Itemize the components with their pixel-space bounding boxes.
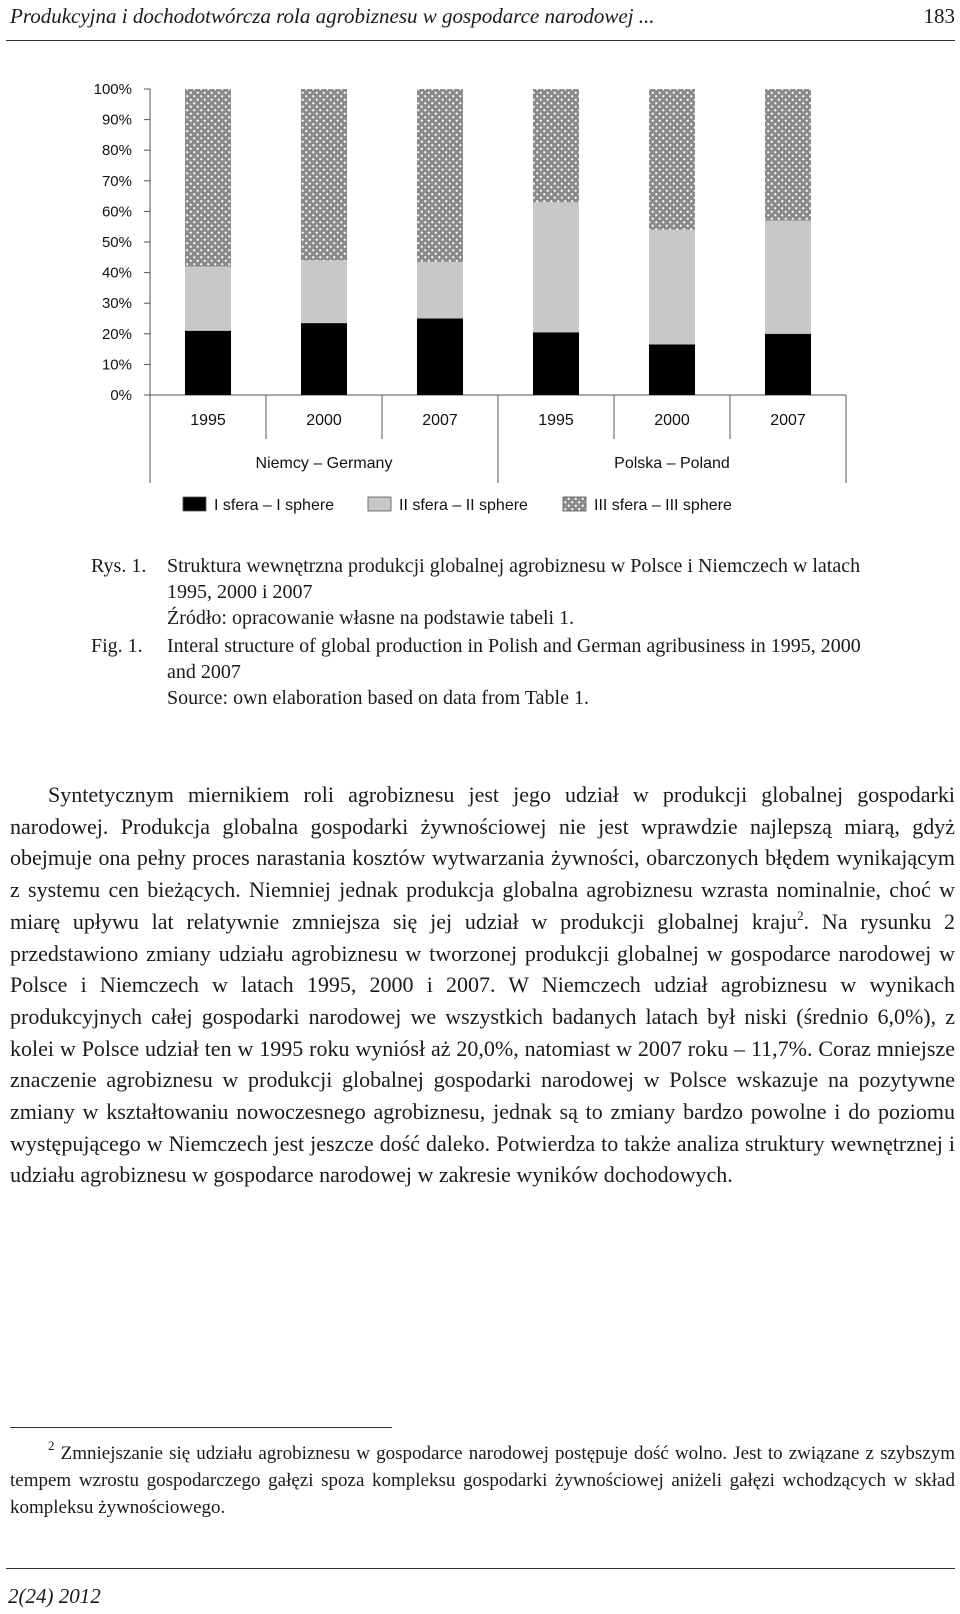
footnote-text: Zmniejszanie się udziału agrobiznesu w gospodarce narodowej postępuje dość wolno. Jest to związane z szybszym tempem wzrostu gospodarczego gałęzi spoza kompleksu gospodarki żywnościowej aniżeli gałęzi wchodzących w skład kompleksu żywnościowego. [10,1443,956,1518]
x-tick-label: 1995 [538,412,574,429]
y-tick-label: 30% [101,295,132,313]
main-paragraph [10,779,955,1191]
footer-rule [6,1568,955,1569]
bar-segment [417,319,463,396]
bar-segment [649,89,695,230]
caption-en-label: Fig. 1. [91,635,143,657]
stacked-bar-chart [0,70,960,530]
paragraph-part-2: . Na rysunku 2 przedstawiono zmiany udziału agrobiznesu w tworzonej produkcji globalnej w gospodarce narodowej w Polsce i Niemczech w latach 1995, 2000 i 2007. W Niemczech udział agrobiznesu w wynikach produkcyjnych całej gospodarki narodowej we wszystkich badanych latach był niski (średnio 6,0%), z kolei w Polsce udział ten w 1995 roku wyniósł aż 20,0%, natomiast w 2007 roku – 11,7%. Coraz mniejsze znaczenie agrobiznesu w produkcji globalnej gospodarki narodowej w Polsce wskazuje na pozytywne zmiany w kształtowaniu nowoczesnego agrobiznesu, jednak są to zmiany bardzo powolne i do poziomu występującego w Niemczech jest jeszcze dość daleko. Potwierdza to także analiza struktury wewnętrznej i udziału agrobiznesu w gospodarce narodowej w zakresie wyników dochodowych. [10,908,956,1188]
y-tick-label: 80% [101,142,132,160]
chart-x-axis [150,395,846,483]
x-group-label: Niemcy – Germany [255,455,393,472]
caption-polish [0,553,960,633]
footnote-paragraph [10,1440,955,1521]
footnote-number: 2 [48,1438,55,1453]
x-tick-label: 2000 [654,412,690,429]
footnote-rule [10,1427,392,1428]
bar-segment [649,345,695,395]
legend-label: III sfera – III sphere [594,497,732,514]
caption-pl-body [167,553,887,631]
bar-segment [301,260,347,323]
x-tick-label: 2007 [422,412,458,429]
legend-label: I sfera – I sphere [214,497,335,514]
bar-segment [533,202,579,332]
page-number: 183 [923,4,955,28]
caption-en-body [167,633,887,711]
legend-label: II sfera – II sphere [399,497,528,514]
header-rule [6,40,955,41]
footnote-reference[interactable]: 2 [797,907,804,923]
x-tick-label: 1995 [190,412,226,429]
x-tick-label: 2007 [770,412,806,429]
caption-pl-text: Struktura wewnętrzna produkcji globalnej agrobiznesu w Polsce i Niemczech w latach 1995, 2000 i 2007 [167,555,861,603]
running-title: Produkcyjna i dochodotwórcza rola agrobiznesu w gospodarce narodowej ... [10,4,655,28]
bar-segment [185,89,231,266]
chart-legend [183,497,732,514]
legend-swatch [368,497,391,511]
y-tick-label: 100% [93,81,132,98]
y-tick-label: 10% [101,356,132,374]
y-tick-label: 90% [101,111,132,129]
y-tick-label: 40% [101,264,132,282]
y-tick-label: 60% [101,203,132,221]
bar-segment [765,221,811,334]
caption-pl-label: Rys. 1. [91,555,147,577]
bar-segment [649,230,695,345]
chart-bars [185,89,811,395]
x-tick-label: 2000 [306,412,342,429]
caption-english [0,633,960,713]
bar-segment [417,89,463,262]
caption-pl-source: Źródło: opracowanie własne na podstawie tabeli 1. [167,607,575,629]
legend-swatch [563,497,586,511]
bar-segment [765,334,811,395]
x-group-label: Polska – Poland [614,455,730,472]
bar-segment [301,89,347,260]
y-tick-label: 20% [101,325,132,343]
bar-segment [765,89,811,221]
legend-swatch [183,497,206,511]
body-paragraph [10,779,955,1191]
bar-segment [533,332,579,395]
paragraph-part-1: Syntetycznym miernikiem roli agrobiznesu jest jego udział w produkcji globalnej gospodarki narodowej. Produkcja globalna gospodarki żywnościowej nie jest wprawdzie najlepszą miarą, gdyż obejmuje ona pełny proces narastania kosztów wytwarzania żywności, obarczonych błędem wynikającym z systemu cen bieżących. Niemniej jednak produkcja globalna agrobiznesu wzrasta nominalnie, choć w miarę upływu lat relatywnie zmniejsza się jej udział w produkcji globalnej kraju [10,782,955,934]
caption-en-text: Interal structure of global production in Polish and German agribusiness in 1995, 2000 and 2007 [167,635,861,683]
y-tick-label: 70% [101,172,132,190]
y-tick-label: 50% [101,234,132,251]
bar-segment [185,331,231,395]
bar-segment [417,262,463,319]
caption-en-source: Source: own elaboration based on data from Table 1. [167,687,589,709]
footnote [10,1440,955,1521]
running-header [10,2,955,40]
issue-number: 2(24) 2012 [8,1584,101,1608]
bar-segment [185,266,231,330]
bar-segment [533,89,579,202]
y-tick-label: 0% [110,387,132,404]
bar-segment [301,323,347,395]
